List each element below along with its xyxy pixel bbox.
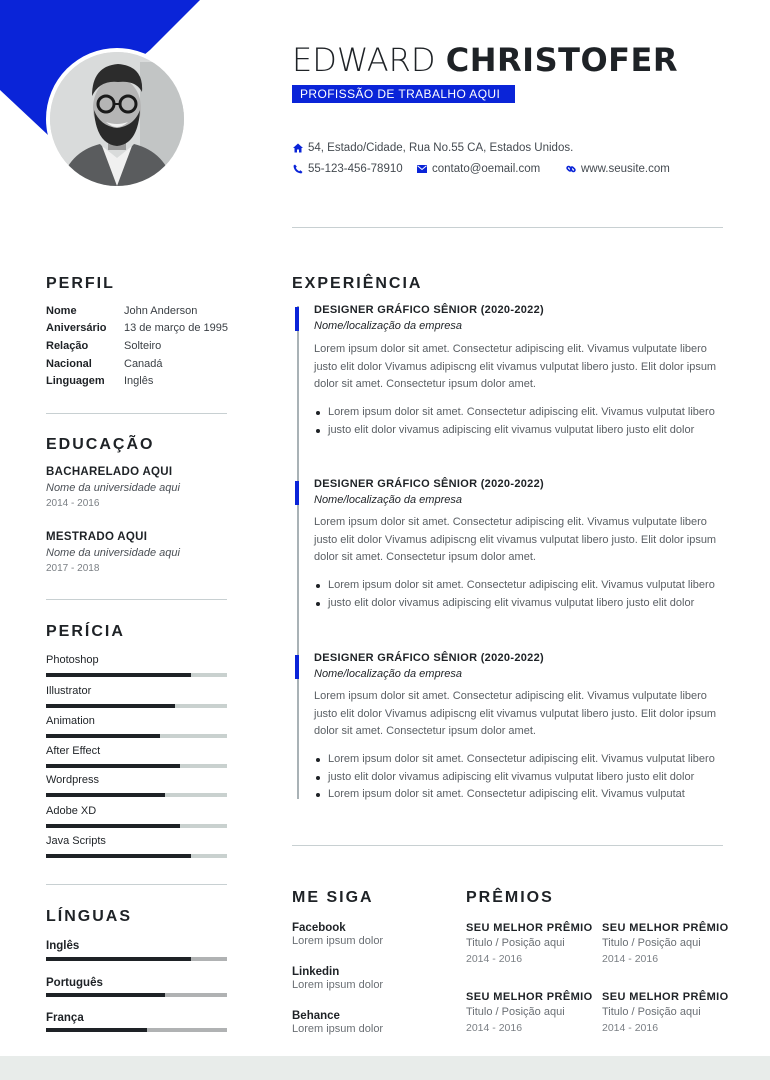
education-years: 2014 - 2016 <box>46 498 100 509</box>
mail-icon <box>416 163 428 175</box>
person-photo-icon <box>50 52 184 186</box>
award-title: SEU MELHOR PRÊMIO <box>602 922 729 934</box>
language-bar-fill <box>46 1028 147 1032</box>
phone-icon <box>292 163 304 175</box>
job-company: Nome/localização da empresa <box>314 668 462 680</box>
profile-value: Inglês <box>124 375 154 387</box>
social-network-handle[interactable]: Lorem ipsum dolor <box>292 935 384 947</box>
award-title: SEU MELHOR PRÊMIO <box>602 991 729 1003</box>
award-years: 2014 - 2016 <box>466 953 523 965</box>
profile-row <box>46 375 153 387</box>
profile-value: Canadá <box>124 358 163 370</box>
job-bullet: justo elit dolor vivamus adipiscing elit vivamus vulputat libero justo elit dolor <box>314 422 726 440</box>
education-school: Nome da universidade aqui <box>46 482 180 494</box>
avatar <box>50 52 184 186</box>
social-network-handle[interactable]: Lorem ipsum dolor <box>292 1023 384 1035</box>
profile-key: Relação <box>46 340 89 352</box>
header-divider <box>292 227 723 228</box>
skill-bar <box>46 734 227 738</box>
skill-bar-fill <box>46 673 191 677</box>
award-subtitle: Titulo / Posição aqui <box>602 1006 701 1018</box>
contact-email[interactable] <box>416 163 565 175</box>
skill-bar <box>46 704 227 708</box>
language-bar <box>46 993 227 997</box>
contact-phone <box>292 163 416 175</box>
award-years: 2014 - 2016 <box>602 1022 659 1034</box>
skill-label: Wordpress <box>46 774 99 786</box>
skill-label: Adobe XD <box>46 805 97 817</box>
social-network-handle[interactable]: Lorem ipsum dolor <box>292 979 384 991</box>
profile-row <box>46 340 161 352</box>
job-description: Lorem ipsum dolor sit amet. Consectetur adipiscing elit. Vivamus vulputate libero justo elit dolor Vivamus adipiscng elit vivamus vulputat libero justo. Elit dolor ipsum dolor sit amet. Consectetur ipsum dolor amet. <box>314 343 717 391</box>
job-title: DESIGNER GRÁFICO SÊNIOR (2020-2022) <box>314 478 544 490</box>
profile-value: John Anderson <box>124 305 198 317</box>
first-name: EDWARD <box>292 41 436 79</box>
language-bar <box>46 1028 227 1032</box>
profile-key: Aniversário <box>46 322 107 334</box>
profile-key: Linguagem <box>46 375 105 387</box>
skill-label: Photoshop <box>46 654 99 666</box>
award-years: 2014 - 2016 <box>602 953 659 965</box>
language-label: Português <box>46 977 103 989</box>
profile-divider <box>46 413 227 414</box>
job-company: Nome/localização da empresa <box>314 494 462 506</box>
candidate-name <box>292 40 678 80</box>
award-subtitle: Titulo / Posição aqui <box>466 937 565 949</box>
job-bullet: justo elit dolor vivamus adipiscing elit vivamus vulputat libero justo elit dolor <box>314 595 726 613</box>
skill-label: Animation <box>46 715 95 727</box>
website-text[interactable]: www.seusite.com <box>581 163 670 175</box>
skill-label: After Effect <box>46 745 101 757</box>
award-years: 2014 - 2016 <box>466 1022 523 1034</box>
job-description: Lorem ipsum dolor sit amet. Consectetur adipiscing elit. Vivamus vulputate libero justo elit dolor Vivamus adipiscng elit vivamus vulputat libero justo. Elit dolor ipsum dolor sit amet. Consectetur ipsum dolor amet. <box>314 690 717 738</box>
profile-row <box>46 322 228 334</box>
section-title-languages: LÍNGUAS <box>46 908 132 925</box>
profile-row <box>46 305 197 317</box>
skill-bar <box>46 673 227 677</box>
job-bullet: justo elit dolor vivamus adipiscing elit vivamus vulputat libero justo elit dolor <box>314 769 726 787</box>
email-text[interactable]: contato@oemail.com <box>432 163 541 175</box>
experience-divider <box>292 845 723 846</box>
link-icon <box>565 163 577 175</box>
job-bullet-list <box>314 577 726 612</box>
contact-website[interactable] <box>565 163 670 175</box>
job-bullet-list <box>314 751 726 804</box>
profile-value: 13 de março de 1995 <box>124 322 228 334</box>
skill-bar-fill <box>46 854 191 858</box>
education-years: 2017 - 2018 <box>46 563 100 574</box>
job-bullet: Lorem ipsum dolor sit amet. Consectetur adipiscing elit. Vivamus vulputat <box>314 786 726 804</box>
profile-value: Solteiro <box>124 340 162 352</box>
profile-row <box>46 358 163 370</box>
award-subtitle: Titulo / Posição aqui <box>466 1006 565 1018</box>
job-company: Nome/localização da empresa <box>314 320 462 332</box>
job-bullet: Lorem ipsum dolor sit amet. Consectetur adipiscing elit. Vivamus vulputat libero <box>314 577 726 595</box>
timeline-marker <box>295 655 299 679</box>
skill-bar <box>46 854 227 858</box>
job-title: DESIGNER GRÁFICO SÊNIOR (2020-2022) <box>314 304 544 316</box>
profile-key: Nome <box>46 305 77 317</box>
skill-bar <box>46 764 227 768</box>
education-degree: BACHARELADO AQUI <box>46 466 173 478</box>
job-role-badge: PROFISSÃO DE TRABALHO AQUI <box>292 85 515 103</box>
job-bullet: Lorem ipsum dolor sit amet. Consectetur adipiscing elit. Vivamus vulputat libero <box>314 751 726 769</box>
contact-address <box>292 142 573 154</box>
social-network-name[interactable]: Facebook <box>292 922 346 934</box>
phone-text: 55-123-456-78910 <box>308 163 403 175</box>
skill-label: Illustrator <box>46 685 92 697</box>
section-title-skills: PERÍCIA <box>46 623 125 640</box>
address-text: 54, Estado/Cidade, Rua No.55 CA, Estados Unidos. <box>308 142 574 154</box>
section-title-awards: PRÊMIOS <box>466 889 554 906</box>
language-label: Inglês <box>46 940 80 952</box>
language-label: França <box>46 1012 84 1024</box>
section-title-profile: PERFIL <box>46 275 115 292</box>
job-bullet: Lorem ipsum dolor sit amet. Consectetur adipiscing elit. Vivamus vulputat libero <box>314 404 726 422</box>
skill-label: Java Scripts <box>46 835 106 847</box>
skill-bar-fill <box>46 704 175 708</box>
education-school: Nome da universidade aqui <box>46 547 180 559</box>
language-bar-fill <box>46 993 165 997</box>
profile-key: Nacional <box>46 358 92 370</box>
timeline-marker <box>295 481 299 505</box>
award-title: SEU MELHOR PRÊMIO <box>466 922 593 934</box>
education-divider <box>46 599 227 600</box>
section-title-education: EDUCAÇÃO <box>46 436 155 453</box>
job-description: Lorem ipsum dolor sit amet. Consectetur adipiscing elit. Vivamus vulputate libero justo elit dolor Vivamus adipiscng elit vivamus vulputat libero justo. Elit dolor ipsum dolor sit amet. Consectetur ipsum dolor amet. <box>314 516 717 564</box>
social-network-name[interactable]: Behance <box>292 1010 340 1022</box>
skill-bar-fill <box>46 734 160 738</box>
last-name: CHRISTOFER <box>445 41 678 79</box>
job-bullet-list <box>314 404 726 439</box>
social-network-name[interactable]: Linkedin <box>292 966 340 978</box>
language-bar-fill <box>46 957 191 961</box>
section-title-experience: EXPERIÊNCIA <box>292 275 423 292</box>
award-subtitle: Titulo / Posição aqui <box>602 937 701 949</box>
section-title-social: ME SIGA <box>292 889 374 906</box>
skill-bar-fill <box>46 764 180 768</box>
home-icon <box>292 142 304 154</box>
education-degree: MESTRADO AQUI <box>46 531 148 543</box>
experience-timeline <box>297 306 299 799</box>
skill-bar-fill <box>46 824 180 828</box>
job-title: DESIGNER GRÁFICO SÊNIOR (2020-2022) <box>314 652 544 664</box>
award-title: SEU MELHOR PRÊMIO <box>466 991 593 1003</box>
skills-divider <box>46 884 227 885</box>
skill-bar-fill <box>46 793 165 797</box>
language-bar <box>46 957 227 961</box>
skill-bar <box>46 793 227 797</box>
skill-bar <box>46 824 227 828</box>
timeline-marker <box>295 307 299 331</box>
contact-row <box>292 163 670 175</box>
footer-band <box>0 1056 770 1080</box>
